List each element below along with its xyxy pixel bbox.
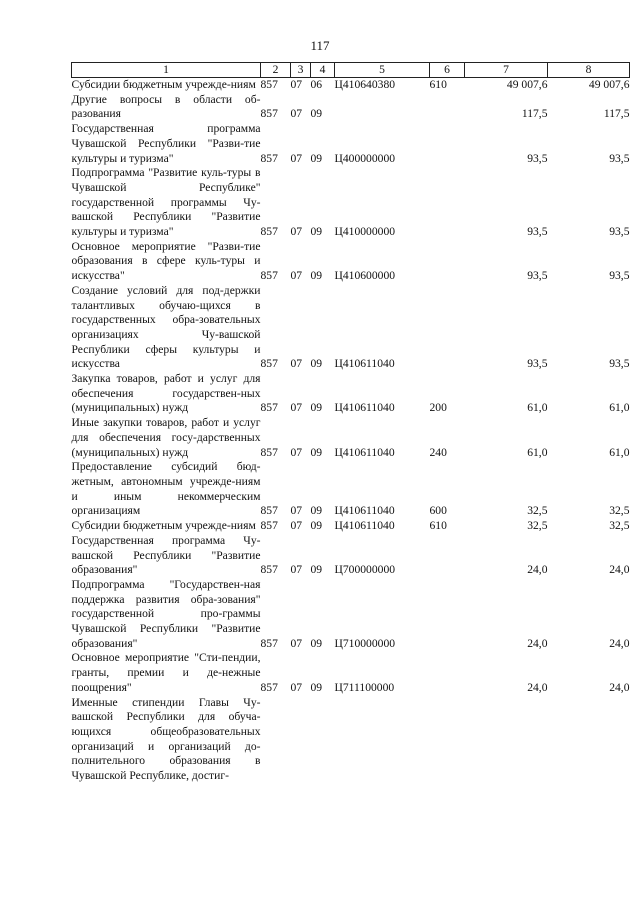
amount-1: 61,0 — [527, 445, 548, 459]
amount-2: 32,5 — [609, 504, 630, 518]
amount-1: 32,5 — [527, 504, 548, 518]
table-row — [72, 696, 630, 784]
amount-1: 93,5 — [527, 269, 548, 283]
amount-1: 49 007,6 — [506, 78, 548, 91]
amount-2: 61,0 — [609, 445, 630, 459]
column-header: 2 — [261, 63, 291, 78]
ved-code: 857 — [260, 78, 278, 91]
table-row — [72, 166, 630, 240]
ved-code: 857 — [260, 269, 278, 283]
ved-code: 857 — [260, 680, 278, 694]
table-row — [72, 416, 630, 460]
expense-type-code — [430, 534, 465, 578]
row-name: Иные закупки товаров, работ и услуг для обеспечения госу-дарственных (муниципальных) нужд — [71, 416, 261, 459]
table-row — [72, 284, 630, 372]
section-code: 07 — [290, 151, 303, 165]
target-article-code: Ц410640380 — [334, 78, 396, 91]
column-header: 6 — [430, 63, 465, 78]
section-code — [291, 696, 311, 784]
expense-type-code: 610 — [429, 78, 447, 91]
subsection-code: 09 — [310, 401, 323, 415]
subsection-code: 09 — [310, 519, 323, 533]
expense-type-code: 200 — [429, 401, 447, 415]
subsection-code: 09 — [310, 680, 323, 694]
expense-type-code — [430, 93, 465, 122]
target-article-code: Ц410611040 — [334, 401, 395, 415]
section-code: 07 — [290, 519, 303, 533]
expense-type-code — [430, 166, 465, 240]
row-name: Закупка товаров, работ и услуг для обеспечения государствен-ных (муниципальных) нужд — [71, 372, 261, 415]
expense-type-code — [430, 122, 465, 166]
subsection-code: 09 — [310, 269, 323, 283]
row-name: Именные стипендии Главы Чу-вашской Республики для обуча-ющихся общеобразовательных организаций и организаций до-полнительного образования в Чувашской Республике, достиг- — [71, 695, 261, 783]
ved-code: 857 — [260, 504, 278, 518]
subsection-code: 09 — [310, 225, 323, 239]
expense-type-code: 610 — [429, 519, 447, 533]
column-header: 7 — [465, 63, 548, 78]
amount-2: 117,5 — [603, 107, 630, 121]
subsection-code — [311, 696, 335, 784]
row-name: Основное мероприятие "Сти-пендии, гранты, премии и де-нежные поощрения" — [71, 651, 261, 694]
table-row — [72, 93, 630, 122]
row-name: Субсидии бюджетным учрежде-ниям — [71, 519, 256, 533]
column-header: 5 — [335, 63, 430, 78]
table-row — [72, 460, 630, 519]
section-code: 07 — [290, 107, 303, 121]
amount-1: 24,0 — [527, 680, 548, 694]
budget-table — [71, 62, 630, 784]
amount-2: 61,0 — [609, 401, 630, 415]
target-article-code: Ц410611040 — [334, 504, 395, 518]
row-name: Государственная программа Чувашской Республики "Разви-тие культуры и туризма" — [71, 122, 261, 165]
target-article-code: Ц700000000 — [334, 563, 396, 577]
column-header: 1 — [72, 63, 261, 78]
expense-type-code — [430, 284, 465, 372]
expense-type-code — [430, 578, 465, 652]
amount-1: 117,5 — [521, 107, 548, 121]
section-code: 07 — [290, 78, 303, 91]
target-article-code: Ц410000000 — [334, 225, 396, 239]
amount-2: 24,0 — [609, 563, 630, 577]
ved-code: 857 — [260, 357, 278, 371]
expense-type-code: 240 — [429, 445, 447, 459]
row-name: Субсидии бюджетным учрежде-ниям — [71, 78, 256, 91]
table-row — [72, 651, 630, 695]
amount-2 — [548, 696, 630, 784]
subsection-code: 09 — [310, 445, 323, 459]
amount-1: 93,5 — [527, 151, 548, 165]
column-header: 4 — [311, 63, 335, 78]
target-article-code: Ц410611040 — [334, 519, 395, 533]
section-code: 07 — [290, 636, 303, 650]
amount-2: 93,5 — [609, 269, 630, 283]
section-code: 07 — [290, 357, 303, 371]
target-article-code: Ц711100000 — [334, 680, 395, 694]
column-header: 3 — [291, 63, 311, 78]
amount-2: 93,5 — [609, 225, 630, 239]
target-article-code: Ц400000000 — [334, 151, 396, 165]
amount-2: 49 007,6 — [588, 78, 630, 91]
amount-1: 24,0 — [527, 636, 548, 650]
section-code: 07 — [290, 225, 303, 239]
row-name: Основное мероприятие "Разви-тие образования в сфере куль-туры и искусства" — [71, 239, 261, 283]
table-row — [72, 240, 630, 284]
table-row — [72, 122, 630, 166]
section-code: 07 — [290, 504, 303, 518]
subsection-code: 09 — [310, 357, 323, 371]
subsection-code: 09 — [310, 504, 323, 518]
amount-1: 61,0 — [527, 401, 548, 415]
target-article-code — [335, 93, 430, 122]
ved-code: 857 — [260, 563, 278, 577]
row-name: Подпрограмма "Развитие куль-туры в Чувашской Республике" государственной программы Чу-вашской Республики "Развитие культуры и туризма" — [71, 166, 261, 239]
expense-type-code — [430, 240, 465, 284]
amount-1 — [465, 696, 548, 784]
amount-2: 93,5 — [609, 151, 630, 165]
target-article-code: Ц410611040 — [334, 357, 395, 371]
ved-code: 857 — [260, 401, 278, 415]
amount-2: 32,5 — [609, 519, 630, 533]
page-number: 117 — [310, 38, 330, 53]
row-name: Создание условий для под-держки талантливых обучаю-щихся в государственных обра-зовательных организациях Чу-вашской Республики сферы культуры и искусства — [71, 283, 261, 371]
subsection-code: 09 — [310, 151, 323, 165]
section-code: 07 — [290, 445, 303, 459]
table-row — [72, 78, 630, 93]
expense-type-code — [430, 696, 465, 784]
section-code: 07 — [290, 269, 303, 283]
expense-type-code: 600 — [429, 504, 447, 518]
ved-code: 857 — [260, 519, 278, 533]
target-article-code: Ц710000000 — [334, 636, 396, 650]
ved-code — [261, 696, 291, 784]
target-article-code: Ц410611040 — [334, 445, 395, 459]
column-header: 8 — [548, 63, 630, 78]
table-row — [72, 534, 630, 578]
section-code: 07 — [290, 563, 303, 577]
target-article-code — [335, 696, 430, 784]
amount-2: 24,0 — [609, 680, 630, 694]
ved-code: 857 — [260, 445, 278, 459]
ved-code: 857 — [260, 636, 278, 650]
section-code: 07 — [290, 401, 303, 415]
amount-1: 24,0 — [527, 563, 548, 577]
expense-type-code — [430, 651, 465, 695]
section-code: 07 — [290, 680, 303, 694]
amount-2: 24,0 — [609, 636, 630, 650]
subsection-code: 09 — [310, 636, 323, 650]
subsection-code: 09 — [310, 563, 323, 577]
table-row — [72, 519, 630, 534]
amount-1: 93,5 — [527, 357, 548, 371]
table-row — [72, 372, 630, 416]
amount-1: 32,5 — [527, 519, 548, 533]
amount-1: 93,5 — [527, 225, 548, 239]
row-name: Подпрограмма "Государствен-ная поддержка развития обра-зования" государственной про-граммы Чувашской Республики "Развитие образования" — [71, 577, 261, 650]
ved-code: 857 — [260, 151, 278, 165]
subsection-code: 06 — [310, 78, 323, 91]
ved-code: 857 — [260, 107, 278, 121]
ved-code: 857 — [260, 225, 278, 239]
target-article-code: Ц410600000 — [334, 269, 396, 283]
row-name: Другие вопросы в области об-разования — [71, 92, 261, 121]
row-name: Государственная программа Чу-вашской Республики "Развитие образования" — [71, 533, 261, 577]
row-name: Предоставление субсидий бюд-жетным, автономным учрежде-ниям и иным некоммерческим организациям — [71, 460, 261, 518]
table-header-row — [72, 63, 630, 78]
table-row — [72, 578, 630, 652]
subsection-code: 09 — [310, 107, 323, 121]
amount-2: 93,5 — [609, 357, 630, 371]
